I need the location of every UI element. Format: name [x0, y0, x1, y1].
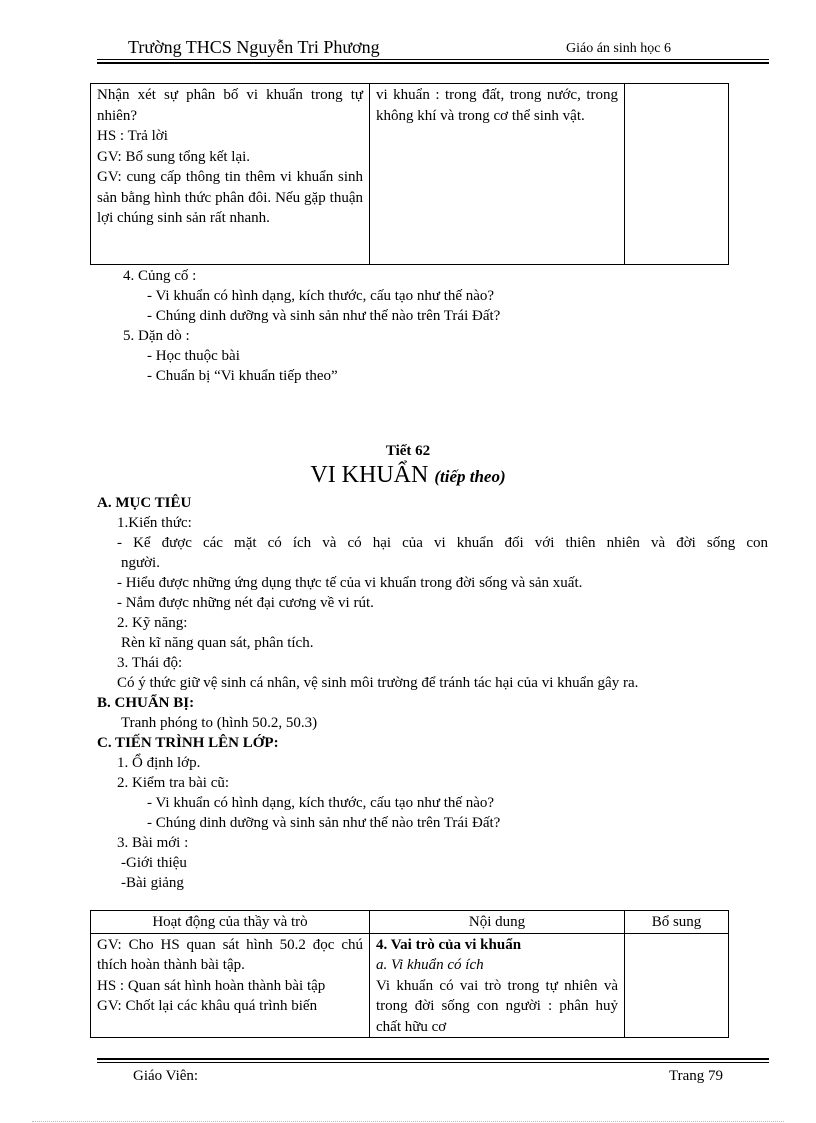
- knowledge-heading: 1.Kiến thức:: [117, 515, 192, 531]
- lecture-text: -Bài giảng: [121, 875, 184, 891]
- activity-line: Nhận xét sự phân bố vi khuẩn trong tự nhiên?: [97, 87, 363, 124]
- content-subheading: a. Vi khuẩn có ích: [376, 957, 484, 973]
- content-text: Vi khuẩn có vai trò trong tự nhiên và trong đời sống con người : phân huỷ chất hữu cơ: [376, 977, 618, 1035]
- knowledge-item: - Kể được các mặt có ích và có hại của vi khuẩn đối với thiên nhiên và đời sống con: [117, 535, 768, 551]
- knowledge-item: - Hiểu được những ứng dụng thực tế của vi khuẩn trong đời sống và sản xuất.: [117, 575, 583, 591]
- procedure-step: 3. Bài mới :: [117, 835, 189, 851]
- supplement-cell: [625, 84, 729, 265]
- footer-rule-top: [97, 1058, 769, 1060]
- activity-line: GV: Bổ sung tổng kết lại.: [97, 148, 251, 165]
- content-cell: [370, 933, 625, 1038]
- procedure-step: 1. Ổ định lớp.: [117, 755, 201, 771]
- teacher-student-activity-cell: [91, 84, 370, 265]
- header-rule-top: [97, 59, 769, 60]
- teacher-label: Giáo Viên:: [133, 1068, 199, 1084]
- preparation-heading: B. CHUẨN BỊ:: [97, 695, 195, 711]
- attitude-heading: 3. Thái độ:: [117, 655, 183, 671]
- column-header-activity: Hoạt động của thầy và trò: [91, 911, 370, 934]
- lesson-title: [0, 462, 816, 489]
- homework-item: - Học thuộc bài: [147, 348, 240, 364]
- knowledge-item: người.: [121, 555, 160, 571]
- consolidation-item: - Chúng dinh dưỡng và sinh sản như thế nào trên Trái Đất?: [147, 308, 501, 324]
- content-cell: vi khuẩn : trong đất, trong nước, trong không khí và trong cơ thể sinh vật.: [370, 84, 625, 265]
- lesson-period: Tiết 62: [385, 443, 431, 459]
- procedure-heading: C. TIẾN TRÌNH LÊN LỚP:: [97, 735, 279, 751]
- activity-line: HS : Quan sát hình hoàn thành bài tập: [97, 977, 326, 994]
- review-question: - Vi khuẩn có hình dạng, kích thước, cấu tạo như thế nào?: [147, 795, 495, 811]
- homework-heading: 5. Dặn dò :: [123, 328, 190, 344]
- column-header-supplement: Bổ sung: [625, 911, 729, 934]
- subject-title: Giáo án sinh học 6: [566, 41, 671, 56]
- lesson-title-main: VI KHUẨN: [310, 462, 429, 488]
- activity-line: GV: Chốt lại các khâu quá trình biến: [97, 998, 318, 1014]
- page-number: Trang 79: [669, 1068, 724, 1084]
- skill-text: Rèn kĩ năng quan sát, phân tích.: [121, 635, 314, 651]
- skill-heading: 2. Kỹ năng:: [117, 615, 188, 631]
- supplement-cell: [625, 933, 729, 1038]
- activity-line: GV: cung cấp thông tin thêm vi khuẩn sinh sản bằng hình thức phân đôi. Nếu gặp thuận lợi chúng sinh sản rất nhanh.: [97, 169, 363, 226]
- activity-line: HS : Trả lời: [97, 128, 168, 144]
- lesson-title-suffix: (tiếp theo): [434, 467, 506, 486]
- consolidation-item: - Vi khuẩn có hình dạng, kích thước, cấu tạo như thế nào?: [147, 288, 495, 304]
- header-rule-bottom: [97, 62, 769, 64]
- intro-text: -Giới thiệu: [121, 855, 187, 871]
- footer-rule-bottom: [97, 1062, 769, 1063]
- attitude-text: Có ý thức giữ vệ sinh cá nhân, vệ sinh môi trường để tránh tác hại của vi khuẩn gây ra.: [117, 675, 639, 691]
- homework-item: - Chuẩn bị “Vi khuẩn tiếp theo”: [147, 368, 338, 384]
- activity-table-continued: [90, 83, 729, 265]
- procedure-step: 2. Kiểm tra bài cũ:: [117, 775, 230, 791]
- teacher-student-activity-cell: [91, 933, 370, 1038]
- review-question: - Chúng dinh dưỡng và sinh sản như thế nào trên Trái Đất?: [147, 815, 501, 831]
- knowledge-item: - Nắm được những nét đại cương về vi rút.: [117, 595, 374, 611]
- activity-line: GV: Cho HS quan sát hình 50.2 đọc chú thích hoàn thành bài tập.: [97, 936, 363, 973]
- page-edge-dotted-line: [32, 1121, 784, 1122]
- consolidation-heading: 4. Củng cố :: [123, 268, 197, 284]
- school-name: Trường THCS Nguyễn Tri Phương: [128, 37, 380, 57]
- objectives-heading: A. MỤC TIÊU: [97, 495, 192, 511]
- column-header-content: Nội dung: [370, 911, 625, 934]
- lesson-activity-table: [90, 910, 729, 1038]
- content-heading: 4. Vai trò của vi khuẩn: [376, 936, 522, 953]
- preparation-text: Tranh phóng to (hình 50.2, 50.3): [121, 715, 318, 731]
